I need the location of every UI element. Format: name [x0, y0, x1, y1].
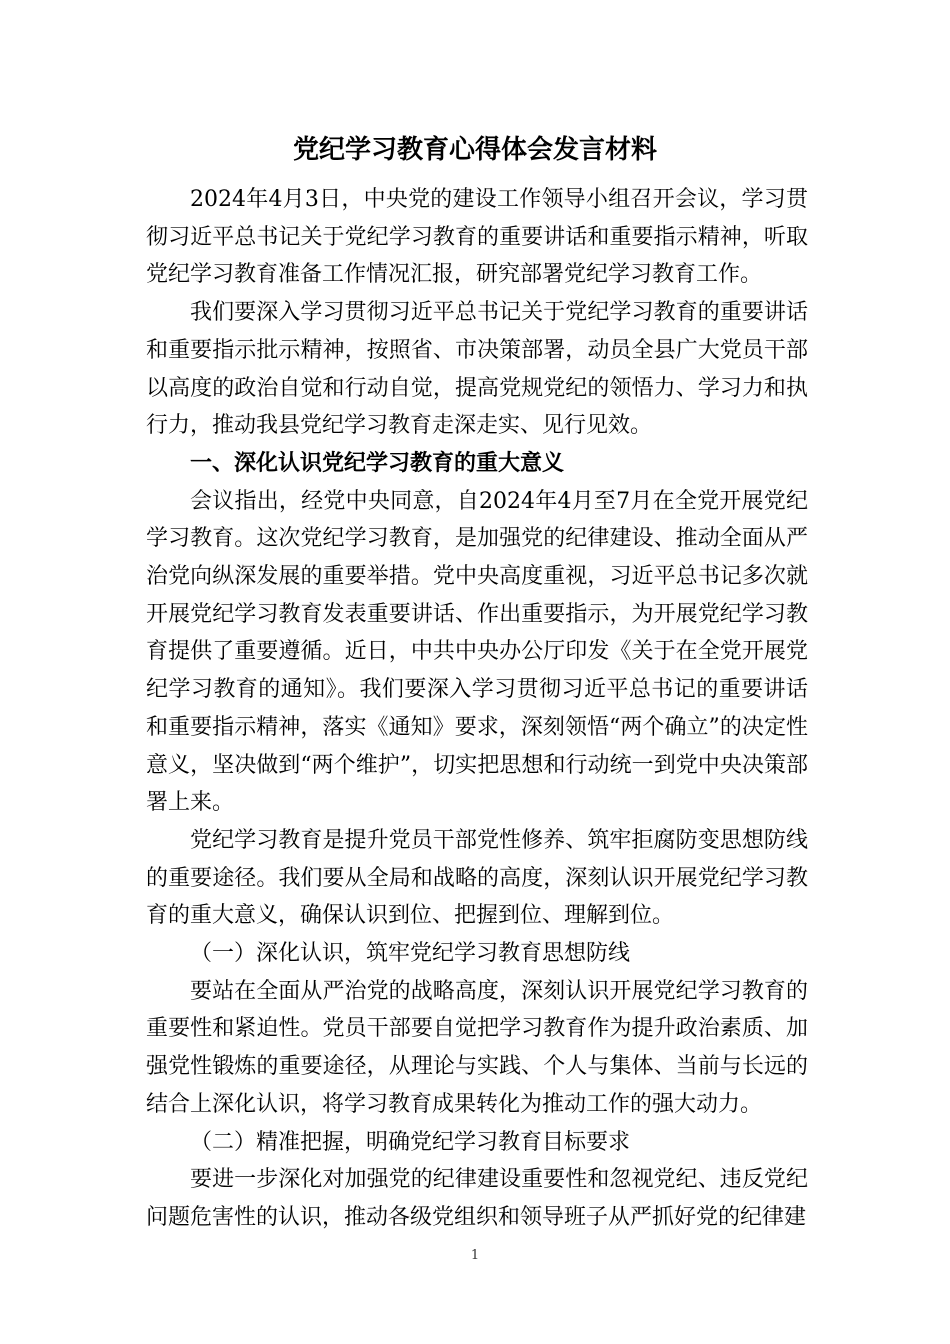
paragraph-goals: 要进一步深化对加强党的纪律建设重要性和忽视党纪、违反党纪问题危害性的认识，推动各级党组织和领导班子从严抓好党的纪律建 [146, 1167, 808, 1230]
paragraph-meeting: 会议指出，经党中央同意，自2024年4月至7月在全党开展党纪学习教育。这次党纪学习教育，是加强党的纪律建设、推动全面从严治党向纵深发展的重要举措。党中央高度重视，习近平总书记多次就开展党纪学习教育发表重要讲话、作出重要指示，为开展党纪学习教育提供了重要遵循。近日，中共中央办公厅印发《关于在全党开展党纪学习教育的通知》。我们要深入学习贯彻习近平总书记的重要讲话和重要指示精神，落实《通知》要求，深刻领悟“两个确立”的决定性意义，坚决做到“两个维护”，切实把思想和行动统一到党中央决策部署上来。 [146, 488, 808, 816]
paragraph-deepen-understanding: 要站在全面从严治党的战略高度，深刻认识开展党纪学习教育的重要性和紧迫性。党员干部要自觉把学习教育作为提升政治素质、加强党性锻炼的重要途径，从理论与实践、个人与集体、当前与长远的结合上深化认识，将学习教育成果转化为推动工作的强大动力。 [146, 978, 808, 1117]
section-heading-1: 一、深化认识党纪学习教育的重大意义 [190, 449, 565, 476]
document-title: 党纪学习教育心得体会发言材料 [292, 135, 657, 165]
document-body [146, 181, 808, 1237]
subsection-heading-2: （二）精准把握，明确党纪学习教育目标要求 [190, 1129, 631, 1155]
paragraph-significance: 党纪学习教育是提升党员干部党性修养、筑牢拒腐防变思想防线的重要途径。我们要从全局和战略的高度，深刻认识开展党纪学习教育的重大意义，确保认识到位、把握到位、理解到位。 [146, 827, 808, 929]
page-number: 1 [470, 1248, 480, 1263]
paragraph-intro: 2024年4月3日，中央党的建设工作领导小组召开会议，学习贯彻习近平总书记关于党纪学习教育的重要讲话和重要指示精神，听取党纪学习教育准备工作情况汇报，研究部署党纪学习教育工作。 [146, 187, 808, 288]
subsection-heading-1: （一）深化认识，筑牢党纪学习教育思想防线 [190, 941, 631, 967]
paragraph-mobilization: 我们要深入学习贯彻习近平总书记关于党纪学习教育的重要讲话和重要指示批示精神，按照省、市决策部署，动员全县广大党员干部以高度的政治自觉和行动自觉，提高党规党纪的领悟力、学习力和执行力，推动我县党纪学习教育走深走实、见行见效。 [146, 300, 808, 439]
